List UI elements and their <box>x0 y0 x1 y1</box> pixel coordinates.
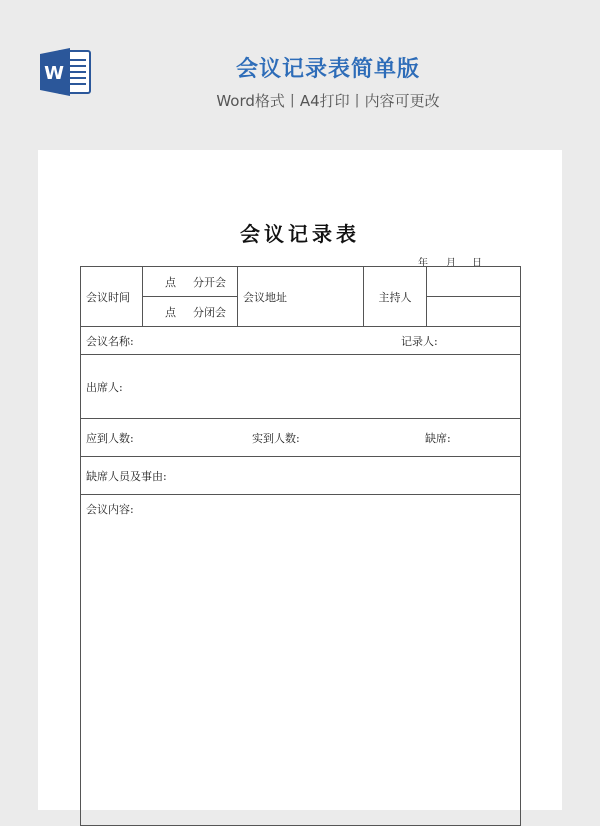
start-time-field[interactable] <box>143 267 238 297</box>
meeting-content-area[interactable] <box>81 495 521 826</box>
location-label[interactable]: 会议地址 <box>238 267 364 327</box>
table-row <box>81 419 521 457</box>
headcount-row[interactable] <box>81 419 521 457</box>
meeting-record-table <box>80 266 521 826</box>
meeting-name-row[interactable] <box>81 327 521 355</box>
end-time-dian: 点 <box>165 305 176 319</box>
table-row <box>81 355 521 419</box>
date-month: 月 <box>446 258 456 269</box>
header-subtitle: Word格式丨A4打印丨内容可更改 <box>216 92 440 110</box>
document-page <box>38 150 562 810</box>
recorder-label: 记录人: <box>401 334 438 348</box>
host-field-2[interactable] <box>427 297 521 327</box>
absent-label: 缺席: <box>425 431 451 445</box>
table-row <box>81 267 521 297</box>
table-row <box>81 457 521 495</box>
meeting-time-label: 会议时间 <box>81 267 143 327</box>
end-time-label: 分闭会 <box>193 305 226 319</box>
start-time-dian: 点 <box>165 275 176 289</box>
header-title: 会议记录表简单版 <box>235 57 420 82</box>
meeting-name-label: 会议名称: <box>86 334 134 348</box>
absent-reason-label: 缺席人员及事由: <box>86 469 167 483</box>
word-logo-letter: W <box>44 63 64 84</box>
table-row <box>81 327 521 355</box>
host-field-1[interactable] <box>427 267 521 297</box>
meeting-content-label: 会议内容: <box>86 503 134 516</box>
date-year: 年 <box>418 258 428 269</box>
expected-count-label: 应到人数: <box>86 431 134 445</box>
actual-count-label: 实到人数: <box>252 431 300 445</box>
attendees-label: 出席人: <box>86 380 123 394</box>
end-time-field[interactable] <box>143 297 238 327</box>
date-day: 日 <box>472 258 482 269</box>
attendees-row[interactable] <box>81 355 521 419</box>
start-time-label: 分开会 <box>193 275 226 289</box>
table-row <box>81 495 521 826</box>
host-label: 主持人 <box>364 267 427 327</box>
absent-reason-row[interactable] <box>81 457 521 495</box>
document-title: 会议记录表 <box>240 222 360 246</box>
